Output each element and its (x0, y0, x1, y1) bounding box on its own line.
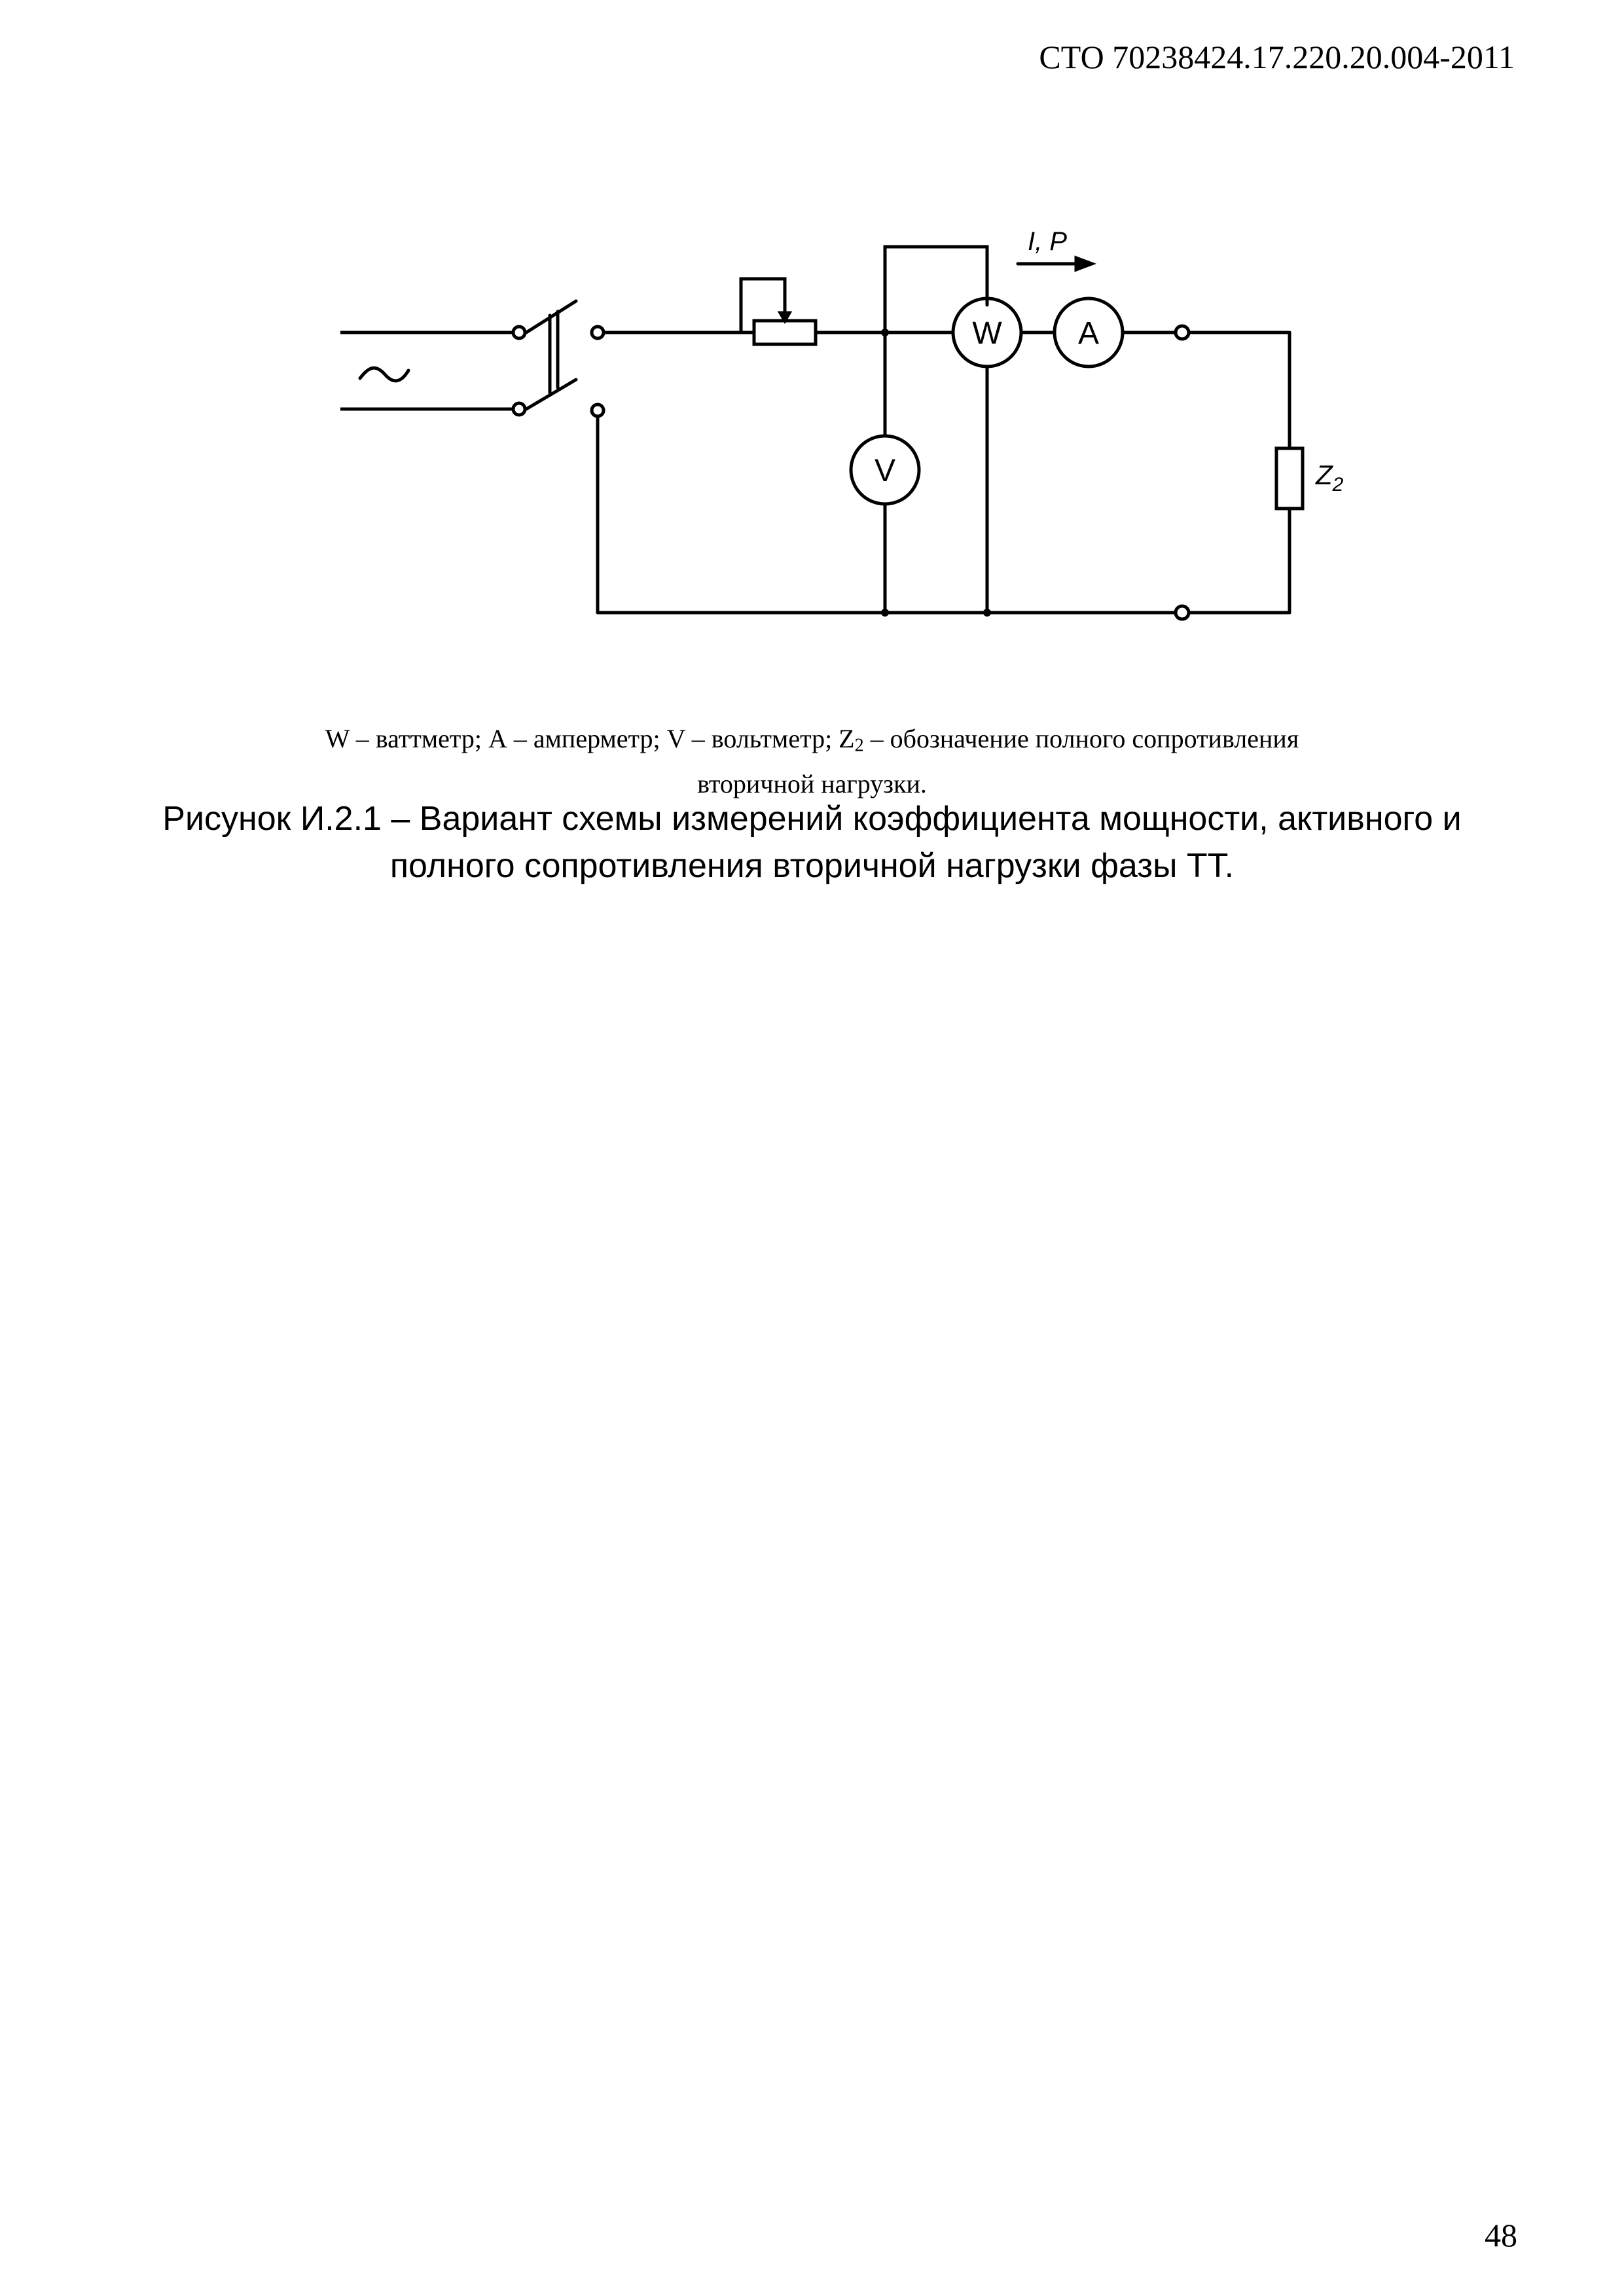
legend-line-1: W – ваттметр; А – амперметр; V – вольтметр; $Z_2$ – обозначение полного сопротивления (325, 724, 1299, 756)
ac-source-symbol (360, 368, 408, 381)
figure-caption (0, 795, 1624, 889)
source-terminal-top (513, 327, 525, 338)
junction-dot (881, 609, 889, 617)
ammeter-label: A (1077, 316, 1100, 351)
load-resistor (1276, 448, 1303, 509)
rheostat-wiper-loop (741, 279, 785, 332)
wattmeter-label: W (972, 316, 1002, 351)
caption-line-1: Рисунок И.2.1 – Вариант схемы измерений коэффициента мощности, активного и (162, 800, 1462, 838)
figure-legend (0, 720, 1624, 803)
current-power-arrowhead (1076, 258, 1092, 270)
junction-dot (881, 329, 889, 336)
switch-terminal-bottom (592, 404, 604, 416)
junction-dot (983, 609, 991, 617)
load-label: $Z_2$ (1316, 459, 1344, 495)
legend-line-2: вторичной нагрузки. (697, 768, 927, 798)
document-code: СТО 70238424.17.220.20.004-2011 (1039, 39, 1515, 75)
output-terminal-bottom (1176, 606, 1189, 619)
source-terminal-bottom (513, 403, 525, 415)
output-terminal-top (1176, 326, 1189, 339)
caption-line-2: полного сопротивления вторичной нагрузки фазы ТТ. (389, 847, 1235, 885)
page-number: 48 (1485, 2217, 1517, 2253)
rheostat-body (754, 321, 816, 344)
switch-terminal-top (592, 327, 604, 338)
measurement-circuit-diagram (340, 196, 1401, 641)
current-power-label: I, P (1028, 227, 1068, 256)
voltmeter-label: V (874, 454, 896, 488)
